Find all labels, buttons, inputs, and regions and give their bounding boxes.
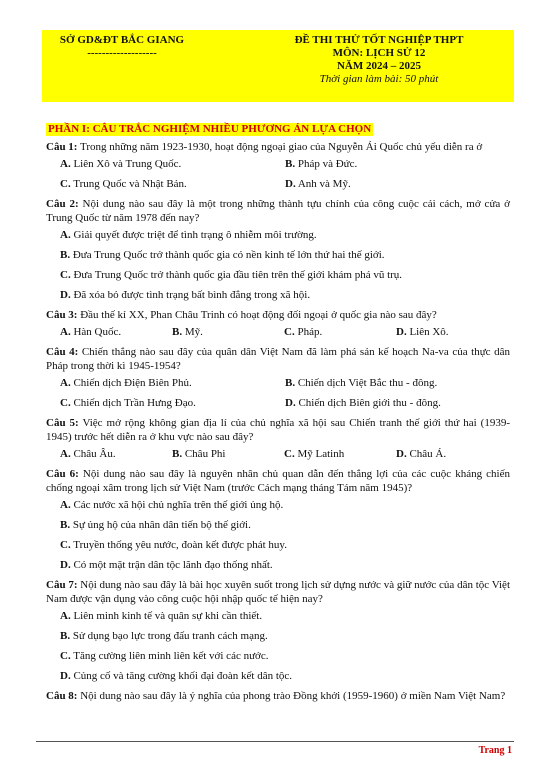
question-label: Câu 5: bbox=[46, 417, 79, 429]
option[interactable]: B. Pháp và Đức. bbox=[285, 158, 358, 170]
option[interactable]: D. Liên Xô. bbox=[396, 326, 449, 338]
options-row bbox=[60, 325, 510, 339]
option[interactable]: D. Có một mặt trận dân tộc lãnh đạo thống nhất. bbox=[60, 559, 273, 571]
exam-title: ĐỀ THI THỬ TỐT NGHIỆP THPT bbox=[294, 34, 464, 46]
section-title: PHẦN I: CÂU TRẮC NGHIỆM NHIỀU PHƯƠNG ÁN LỰA CHỌN bbox=[48, 123, 372, 135]
question-text: Trong những năm 1923-1930, hoạt động ngoại giao của Nguyễn Ái Quốc chủ yếu diễn ra ở bbox=[77, 141, 483, 153]
option[interactable]: A. Hàn Quốc. bbox=[60, 326, 122, 338]
question-label: Câu 3: bbox=[46, 309, 78, 321]
question-2 bbox=[46, 197, 510, 225]
question-text: Nội dung nào sau đây là bài học xuyên suốt trong lịch sử dựng nước và giữ nước của dân tộc Việt Nam được vận dụng vào công cuộc hội nhập quốc tế hiện nay? bbox=[46, 579, 510, 605]
options-row bbox=[60, 447, 510, 461]
option[interactable]: C. Tăng cường liên minh liên kết với các nước. bbox=[60, 650, 269, 662]
school-year: NĂM 2024 – 2025 bbox=[336, 60, 422, 72]
option[interactable]: C. Pháp. bbox=[284, 326, 323, 338]
option[interactable]: C. Trung Quốc và Nhật Bản. bbox=[60, 178, 187, 190]
option[interactable]: B. Mỹ. bbox=[172, 326, 203, 338]
question-label: Câu 7: bbox=[46, 579, 78, 591]
option[interactable]: B. Chiến dịch Việt Bắc thu - đông. bbox=[285, 377, 438, 389]
question-text: Nội dung nào sau đây là một trong những thành tựu chính của công cuộc cải cách, mở cửa ở Trung Quốc từ năm 1978 đến nay? bbox=[46, 198, 510, 224]
question-4 bbox=[46, 345, 510, 373]
exam-title-block bbox=[274, 34, 484, 86]
option[interactable]: C. Truyền thống yêu nước, đoàn kết được phát huy. bbox=[60, 539, 287, 551]
option[interactable]: C. Đưa Trung Quốc trở thành quốc gia đầu tiên trên thế giới khám phá vũ trụ. bbox=[60, 269, 403, 281]
department-name: SỞ GD&ĐT BẮC GIANG bbox=[59, 34, 185, 46]
question-label: Câu 4: bbox=[46, 346, 79, 358]
question-text: Việc mở rộng không gian địa lí của chủ nghĩa xã hội sau Chiến tranh thế giới thứ hai (1939-1945) trước hết diễn ra ở khu vực nào sau đây? bbox=[46, 417, 510, 443]
question-label: Câu 1: bbox=[46, 141, 78, 153]
question-5 bbox=[46, 416, 510, 444]
question-label: Câu 2: bbox=[46, 198, 79, 210]
option[interactable]: C. Mỹ Latinh bbox=[284, 448, 345, 460]
question-8 bbox=[46, 689, 510, 703]
option[interactable]: D. Châu Á. bbox=[396, 448, 447, 460]
question-text: Nội dung nào sau đây là ý nghĩa của phong trào Đồng khởi (1959-1960) ở miền Nam Việt Nam? bbox=[77, 690, 506, 702]
option[interactable]: B. Sử dụng bạo lực trong đấu tranh cách mạng. bbox=[60, 630, 268, 642]
question-6 bbox=[46, 467, 510, 495]
separator-dashes: ------------------- bbox=[87, 47, 157, 59]
option[interactable]: D. Đã xóa bỏ được tình trạng bất bình đẳng trong xã hội. bbox=[60, 289, 311, 301]
question-label: Câu 6: bbox=[46, 468, 79, 480]
option[interactable]: A. Giải quyết được triệt để tình trạng ô nhiễm môi trường. bbox=[60, 229, 317, 241]
question-7 bbox=[46, 578, 510, 606]
option[interactable]: D. Chiến dịch Biên giới thu - đông. bbox=[285, 397, 441, 409]
question-label: Câu 8: bbox=[46, 690, 78, 702]
option[interactable]: A. Châu Âu. bbox=[60, 448, 116, 460]
option[interactable]: A. Liên Xô và Trung Quốc. bbox=[60, 158, 182, 170]
option[interactable]: C. Chiến dịch Trần Hưng Đạo. bbox=[60, 397, 196, 409]
footer-divider bbox=[36, 741, 514, 742]
exam-header bbox=[42, 30, 514, 102]
option[interactable]: A. Chiến dịch Điện Biên Phủ. bbox=[60, 377, 192, 389]
subject: MÔN: LỊCH SỬ 12 bbox=[332, 47, 426, 59]
option[interactable]: A. Các nước xã hội chủ nghĩa trên thế giới ủng hộ. bbox=[60, 499, 284, 511]
school-block bbox=[42, 34, 202, 60]
options-row bbox=[60, 376, 510, 390]
option[interactable]: B. Sự ủng hộ của nhân dân tiến bộ thế giới. bbox=[60, 519, 251, 531]
option[interactable]: D. Củng cố và tăng cường khối đại đoàn kết dân tộc. bbox=[60, 670, 293, 682]
question-1 bbox=[46, 140, 510, 154]
question-text: Đầu thế kỉ XX, Phan Châu Trinh có hoạt động đối ngoại ở quốc gia nào sau đây? bbox=[77, 309, 437, 321]
question-text: Chiến thắng nào sau đây của quân dân Việt Nam đã làm phá sản kế hoạch Na-va của thực dân Pháp trong thời kì 1945-1954? bbox=[46, 346, 510, 372]
option[interactable]: B. Châu Phi bbox=[172, 448, 226, 460]
option[interactable]: D. Anh và Mỹ. bbox=[285, 178, 351, 190]
question-text: Nội dung nào sau đây là nguyên nhân chủ quan dẫn đến thắng lợi của các cuộc kháng chiến chống ngoại xâm trong lịch sử Việt Nam (trước Cách mạng tháng Tám năm 1945)? bbox=[46, 468, 510, 494]
exam-duration: Thời gian làm bài: 50 phút bbox=[319, 73, 439, 85]
options-row bbox=[60, 396, 510, 410]
question-list bbox=[46, 140, 510, 706]
page-number: Trang 1 bbox=[478, 745, 512, 756]
question-3 bbox=[46, 308, 510, 322]
options-row bbox=[60, 177, 510, 191]
option[interactable]: B. Đưa Trung Quốc trở thành quốc gia có nền kinh tế lớn thứ hai thế giới. bbox=[60, 249, 385, 261]
options-row bbox=[60, 157, 510, 171]
option[interactable]: A. Liên minh kinh tế và quân sự khi cần thiết. bbox=[60, 610, 263, 622]
